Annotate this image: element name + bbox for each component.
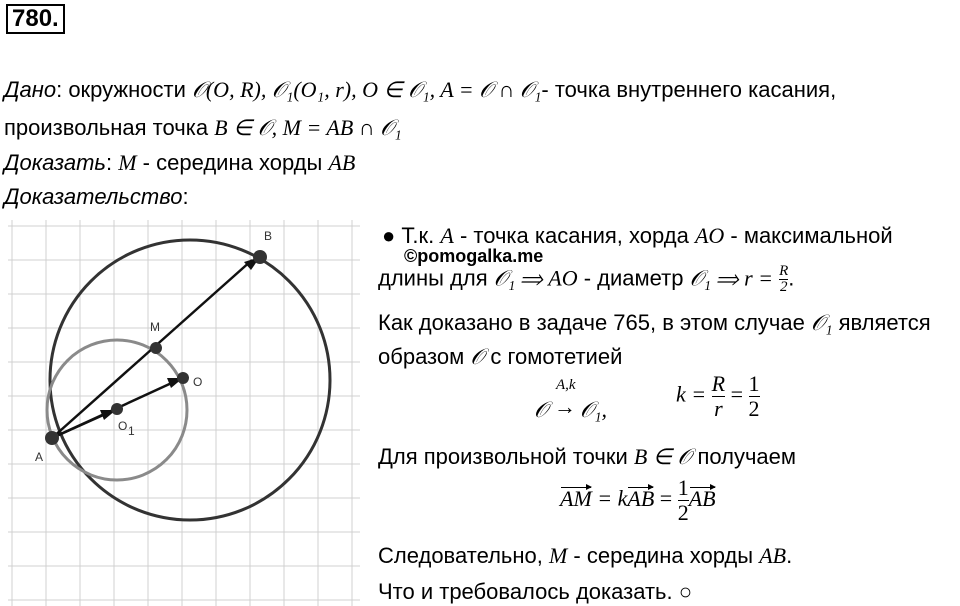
- given-line-2: [4, 114, 402, 142]
- grid: [8, 220, 360, 606]
- given-line2-text: произвольная точка: [4, 115, 215, 140]
- fraction-vec-1-2: [678, 476, 689, 525]
- vec-eq-2: =: [654, 485, 673, 511]
- point-B: [253, 250, 267, 264]
- p6-formula: B ∈ 𝒪: [633, 444, 692, 469]
- proof-line-6: [378, 443, 796, 471]
- prove-ab: AB: [328, 150, 356, 175]
- p3-end: является: [832, 310, 931, 335]
- k-num: R: [711, 371, 726, 396]
- half-num: 1: [748, 371, 760, 396]
- watermark: ©pomogalka.me: [404, 246, 544, 266]
- half-den: 2: [748, 396, 760, 421]
- proof-line-9: [378, 578, 692, 606]
- proof-label: Доказательство: [4, 184, 183, 209]
- hom-over: A,k: [556, 377, 576, 393]
- frac-2: 2: [779, 279, 788, 295]
- p2-end: .: [788, 265, 795, 291]
- p8-end: .: [786, 543, 793, 568]
- given-label: Дано: [4, 77, 57, 102]
- label-O: O: [193, 375, 203, 389]
- fraction-1-2: [749, 372, 760, 421]
- p2-text-b: - диаметр: [577, 265, 690, 291]
- p8-M: M: [548, 543, 568, 568]
- prove-m: M: [118, 150, 137, 175]
- proof-line-8: [378, 542, 792, 570]
- prove-line: [4, 149, 355, 177]
- p4-text-a: образом: [378, 344, 471, 369]
- fraction-R-2: [779, 264, 788, 295]
- hom-right: 𝒪₁,: [580, 397, 608, 422]
- given-text-2: - точка внутреннего касания,: [541, 77, 837, 102]
- bullet: ●: [382, 223, 396, 248]
- p8-text-b: - середина хорды: [567, 543, 760, 568]
- vec-num: 1: [677, 475, 689, 500]
- k-den: r: [714, 396, 723, 421]
- vector-AB: AB: [627, 485, 655, 511]
- point-O: [177, 372, 189, 384]
- point-A: [45, 431, 59, 445]
- proof-heading: [4, 183, 189, 211]
- p1-text-c: - максимальной: [724, 223, 893, 248]
- k-eq-2: =: [730, 381, 743, 407]
- point-O1: [111, 403, 123, 415]
- circle-O: [50, 240, 330, 520]
- p1-A: A: [440, 223, 454, 248]
- prove-colon: :: [105, 150, 113, 175]
- p2-text-a: длины для: [378, 265, 494, 291]
- vector-AM: AM: [560, 485, 592, 511]
- proof-colon: :: [182, 184, 189, 209]
- p8-AB: AB: [759, 543, 787, 568]
- label-A: A: [35, 450, 44, 464]
- label-B: B: [264, 229, 273, 243]
- given-text-1: окружности: [62, 77, 192, 102]
- given-formula-1: 𝒪(O, R), 𝒪₁(O₁, r), O ∈ 𝒪₁, A = 𝒪 ∩ 𝒪₁: [192, 77, 542, 102]
- given-line2-formula: B ∈ 𝒪, M = AB ∩ 𝒪₁: [214, 115, 402, 140]
- p1-AO: AO: [694, 223, 725, 248]
- hom-arrow: →: [554, 394, 576, 419]
- given-line-1: [4, 76, 836, 104]
- proof-line-3: [378, 309, 931, 337]
- p3-formula: 𝒪₁: [810, 310, 833, 335]
- proof-line-2: [378, 264, 794, 295]
- prove-label: Доказать: [4, 150, 106, 175]
- label-O1: O: [118, 419, 128, 433]
- p3-text: Как доказано в задаче 765, в этом случае: [378, 310, 811, 335]
- vec-eq: = k: [591, 485, 628, 511]
- proof-line-4: [378, 343, 622, 371]
- p9-text: Что и требовалось доказать. ○: [378, 579, 693, 604]
- problem-number: 780.: [6, 4, 65, 34]
- vector-formula: [560, 476, 716, 525]
- p2-formula-2: 𝒪₁ ⟹ r =: [689, 265, 773, 291]
- p4-formula: 𝒪: [470, 344, 485, 369]
- p1-text-a: Т.к.: [395, 223, 441, 248]
- label-M: M: [150, 320, 160, 334]
- p1-text-b: - точка касания, хорда: [453, 223, 695, 248]
- k-formula: [676, 372, 760, 421]
- p6-text-a: Для произвольной точки: [378, 444, 634, 469]
- p2-formula-1: 𝒪₁ ⟹ AO: [493, 265, 578, 291]
- vec-den: 2: [677, 500, 689, 525]
- k-eq: k =: [676, 381, 707, 407]
- given-colon: :: [56, 77, 63, 102]
- p8-text-a: Следовательно,: [378, 543, 549, 568]
- p6-text-b: получаем: [691, 444, 797, 469]
- vector-AB-2: AB: [688, 485, 716, 511]
- point-M: [150, 342, 162, 354]
- frac-R: R: [779, 263, 789, 279]
- fraction-R-r: [712, 372, 725, 421]
- prove-text: - середина хорды: [136, 150, 329, 175]
- geometry-figure: [0, 212, 360, 606]
- p4-text-b: с гомотетией: [484, 344, 623, 369]
- hom-left: 𝒪: [534, 397, 548, 422]
- label-O1-sub: 1: [128, 424, 135, 438]
